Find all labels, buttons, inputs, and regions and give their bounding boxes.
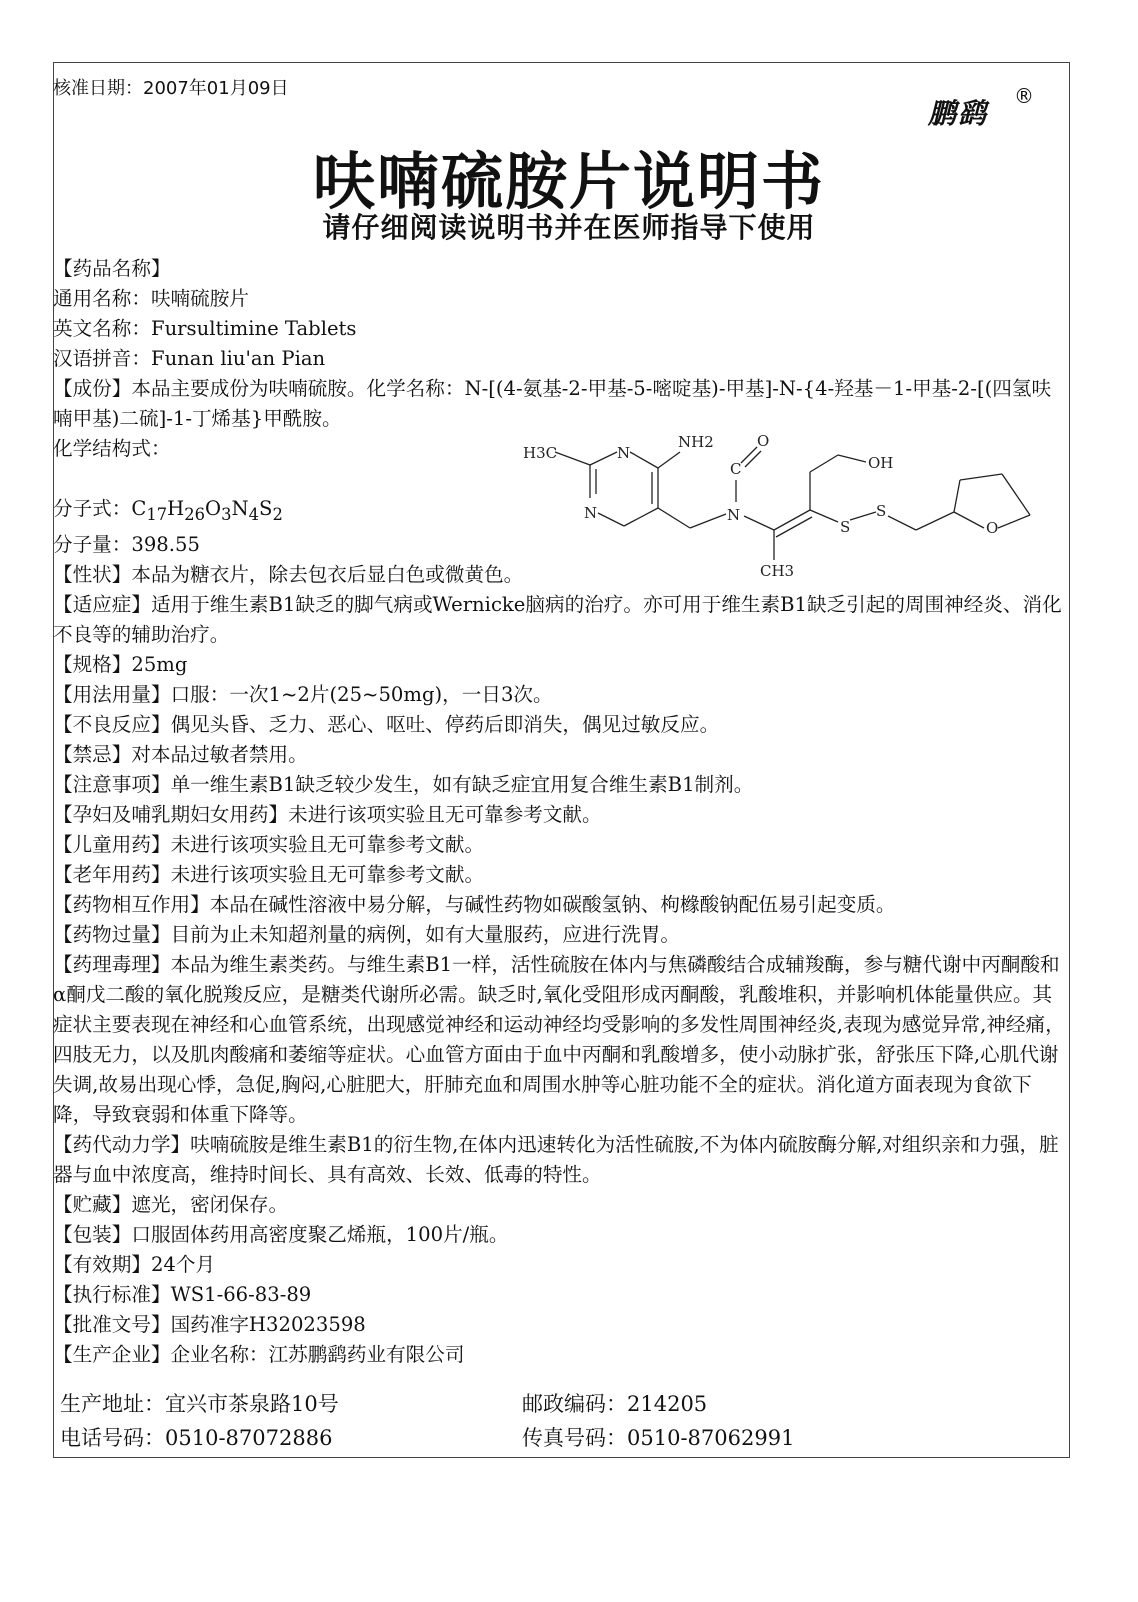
standard-section: 【执行标准】WS1-66-83-89 (53, 1282, 312, 1306)
phone-number: 电话号码：0510-87072886 (60, 1426, 333, 1450)
indications-section: 【适应症】适用于维生素B1缺乏的脚气病或Wernicke脑病的治疗。亦可用于维生素B1缺乏引起的周围神经炎、消化不良等的辅助治疗。 (53, 592, 1062, 646)
structure-bonds (555, 447, 1030, 560)
dosage-section: 【用法用量】口服：一次1~2片(25~50mg)，一日3次。 (53, 682, 553, 706)
composition-label: 【成份】 (53, 377, 132, 400)
pediatric-section: 【儿童用药】未进行该项实验且无可靠参考文献。 (53, 832, 485, 856)
adverse-reactions-section: 【不良反应】偶见头昏、乏力、恶心、呕吐、停药后即消失，偶见过敏反应。 (53, 712, 720, 736)
formyl-c-label: C (730, 460, 742, 478)
ring-o-label: O (986, 519, 999, 537)
pharmacology-section: 【药理毒理】本品为维生素类药。与维生素B1一样，活性硫胺在体内与焦磷酸结合成辅羧酶，参与糖代谢中丙酮酸和α酮戊二酸的氧化脱羧反应，是糖类代谢所必需。缺乏时,氧化受阻形成丙酮酸，乳酸堆积，并影响机体能量供应。其症状主要表现在神经和心血管系统，出现感觉神经和运动神经均受影响的多发性周围神经炎,表现为感觉异常,神经痛，四肢无力，以及肌肉酸痛和萎缩等症状。心血管方面由于血中丙酮和乳酸增多，使小动脉扩张，舒张压下降,心肌代谢失调,故易出现心悸，急促,胸闷,心脏肥大，肝肺充血和周围水肿等心脏功能不全的症状。消化道方面表现为食欲下降，导致衰弱和体重下降等。 (53, 952, 1065, 1126)
sulfur-1-label: S (840, 518, 851, 536)
interactions-section: 【药物相互作用】本品在碱性溶液中易分解，与碱性药物如碳酸氢钠、枸橼酸钠配伍易引起变质。 (53, 892, 896, 916)
contraindications-section: 【禁忌】对本品过敏者禁用。 (53, 742, 308, 766)
postcode: 邮政编码：214205 (522, 1392, 708, 1416)
address: 生产地址：宜兴市茶泉路10号 (60, 1392, 339, 1416)
packaging-section: 【包装】口服固体药用高密度聚乙烯瓶，100片/瓶。 (53, 1222, 509, 1246)
document-title: 呋喃硫胺片说明书 (312, 145, 825, 218)
specification-section: 【规格】25mg (53, 652, 188, 676)
contact-row-address (60, 1388, 708, 1418)
manufacturer-section: 【生产企业】企业名称：江苏鹏鹞药业有限公司 (53, 1342, 465, 1366)
formula-label: 分子式： (53, 497, 132, 520)
oh-label: OH (868, 454, 894, 472)
validity-section: 【有效期】24个月 (53, 1252, 216, 1276)
contact-row-phone (60, 1422, 795, 1452)
sulfur-2-label: S (876, 502, 887, 520)
generic-name: 通用名称：呋喃硫胺片 (53, 287, 249, 310)
molecular-weight: 分子量：398.55 (53, 532, 200, 556)
precautions-section: 【注意事项】单一维生素B1缺乏较少发生，如有缺乏症宜用复合维生素B1制剂。 (53, 772, 754, 796)
geriatric-section: 【老年用药】未进行该项实验且无可靠参考文献。 (53, 862, 485, 886)
registered-mark: ® (1014, 84, 1034, 108)
approval-number-section: 【批准文号】国药准字H32023598 (53, 1312, 366, 1336)
overdose-section: 【药物过量】目前为止未知超剂量的病例，如有大量服药，应进行洗胃。 (53, 922, 680, 946)
formula-value: $C_{17}H_{26}O_3N_4S_2$ (131, 497, 283, 524)
ring-n-bottom-label: N (584, 504, 598, 522)
ring-n-top-label: N (617, 444, 631, 462)
properties-section: 【性状】本品为糖衣片，除去包衣后显白色或微黄色。 (53, 562, 524, 586)
amide-n-label: N (727, 506, 741, 524)
ch3-label: CH3 (760, 562, 795, 580)
structure-label: 化学结构式： (53, 437, 171, 460)
approval-date: 核准日期：2007年01月09日 (53, 78, 289, 99)
carbonyl-o-label: O (757, 432, 770, 450)
fax-number: 传真号码：0510-87062991 (522, 1426, 795, 1450)
english-name: 英文名称：Fursultimine Tablets (53, 317, 357, 340)
drug-name-heading: 【药品名称】 (53, 257, 171, 280)
nh2-label: NH2 (678, 433, 714, 451)
document-subtitle: 请仔细阅读说明书并在医师指导下使用 (322, 211, 816, 244)
brand-logo: 鹏鹞 (928, 97, 989, 130)
composition-text: 本品主要成份为呋喃硫胺。化学名称：N-[(4-氨基-2-甲基-5-嘧啶基)-甲基]-N-{4-羟基－1-甲基-2-[(四氢呋喃甲基)二硫]-1-丁烯基}甲酰胺。 (53, 377, 1052, 430)
pregnancy-section: 【孕妇及哺乳期妇女用药】未进行该项实验且无可靠参考文献。 (53, 802, 602, 826)
pharmacokinetics-section: 【药代动力学】呋喃硫胺是维生素B1的衍生物,在体内迅速转化为活性硫胺,不为体内硫胺酶分解,对组织亲和力强，脏器与血中浓度高，维持时间长、具有高效、长效、低毒的特性。 (53, 1132, 1059, 1186)
pinyin-name: 汉语拼音：Funan liu'an Pian (53, 347, 326, 370)
chemical-structure-diagram (500, 416, 1060, 586)
h3c-label: H3C (523, 444, 558, 462)
storage-section: 【贮藏】遮光，密闭保存。 (53, 1192, 289, 1216)
